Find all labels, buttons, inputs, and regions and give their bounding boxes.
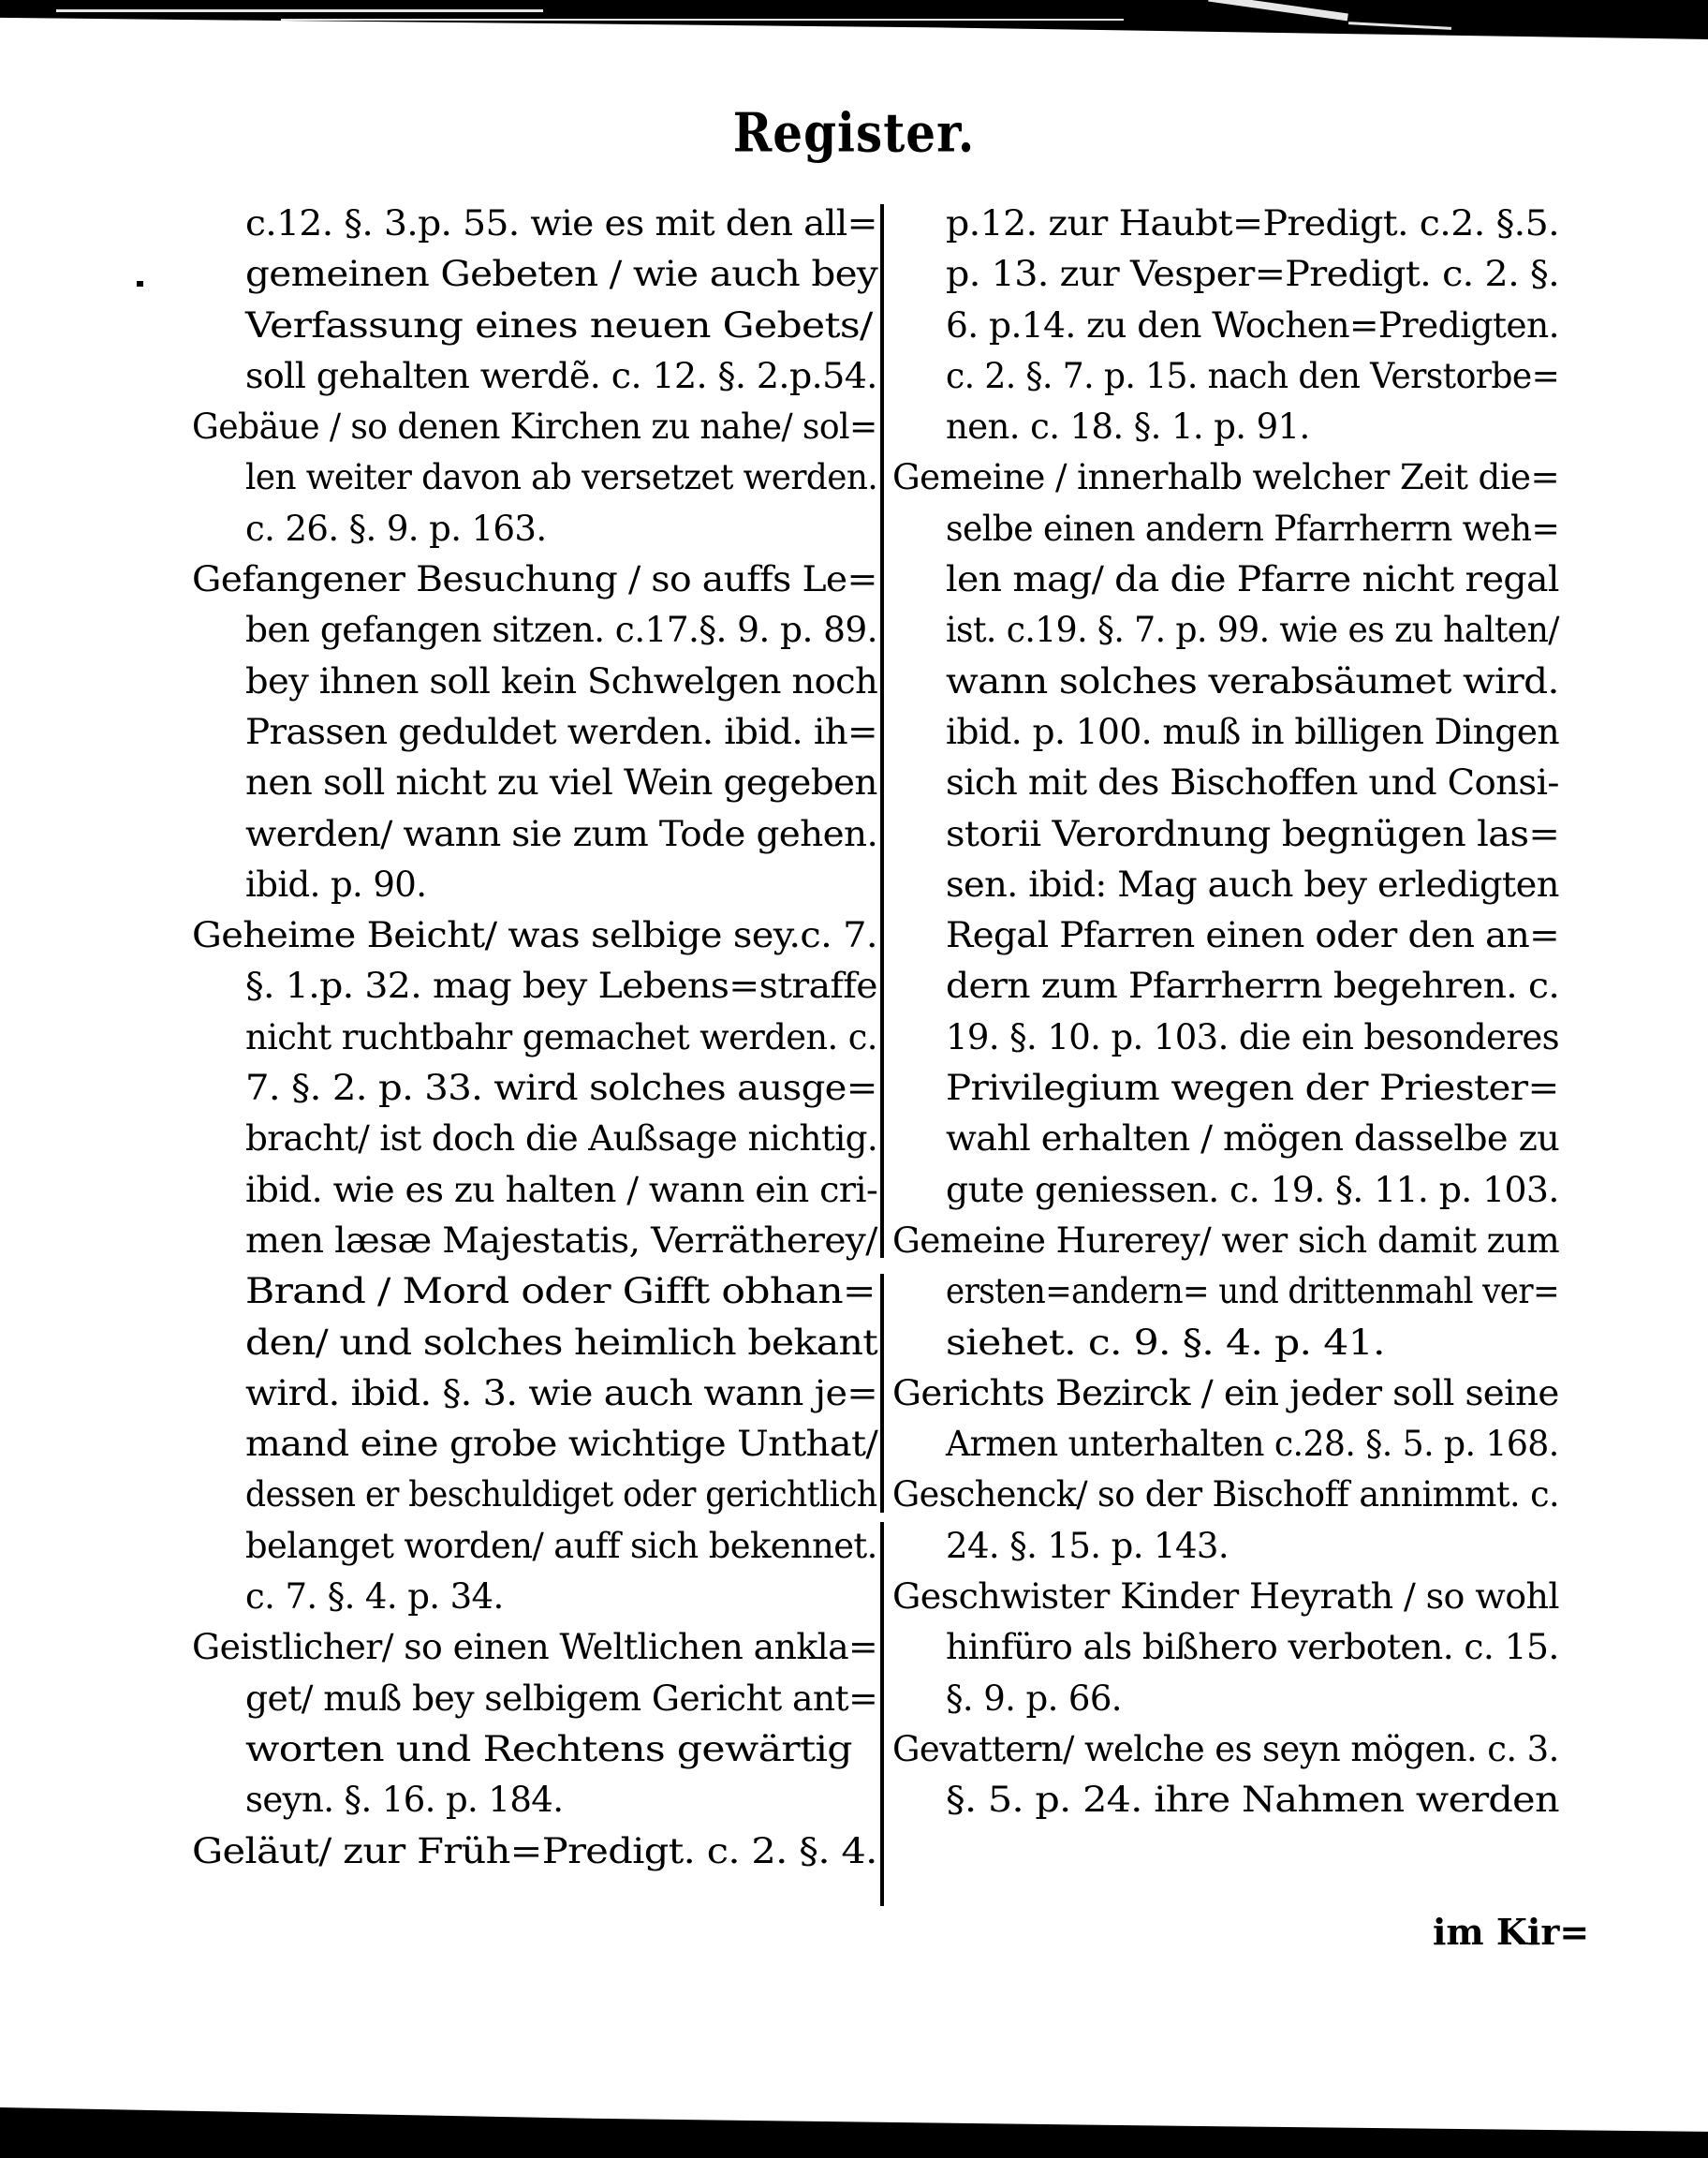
index-entry-line — [888, 351, 1567, 402]
line-text: storii Verordnung begnügen las= — [946, 813, 1560, 854]
index-entry-line — [888, 301, 1567, 351]
index-headword-line — [888, 1216, 1567, 1266]
line-text: dessen er beschuldiget oder gerichtlich — [245, 1474, 877, 1515]
line-text: p. 13. zur Vesper=Predigt. c. 2. §. — [946, 254, 1560, 295]
line-text: nen soll nicht zu viel Wein gegeben — [245, 762, 877, 804]
index-entry-line — [888, 249, 1567, 300]
index-entry-line — [187, 1724, 885, 1775]
index-entry-line — [187, 1521, 885, 1572]
line-text: §. 5. p. 24. ihre Nahmen werden — [946, 1780, 1559, 1821]
line-text: wann solches verabsäumet wird. — [946, 660, 1559, 702]
index-headword-line — [888, 1572, 1567, 1622]
index-entry-line — [187, 249, 885, 300]
line-text: ben gefangen sitzen. c.17.§. 9. p. 89. — [245, 610, 877, 651]
line-text: Gevattern/ welche es seyn mögen. c. 3. — [892, 1728, 1559, 1769]
line-text: Gerichts Bezirck / ein jeder soll seine — [892, 1372, 1559, 1413]
line-text: c. 2. §. 7. p. 15. nach den Verstorbe= — [946, 355, 1560, 396]
index-entry-line — [888, 1114, 1567, 1164]
line-text: belanget worden/ auff sich bekennet. — [245, 1525, 877, 1566]
page-title: Register. — [732, 100, 976, 165]
index-entry-line — [187, 1114, 885, 1164]
line-text: ibid. p. 100. muß in billigen Dingen — [946, 711, 1560, 752]
catchword: im Kir= — [1433, 1911, 1590, 1953]
index-entry-line — [187, 707, 885, 758]
index-entry-line — [888, 1266, 1567, 1317]
index-entry-line — [888, 961, 1567, 1012]
line-text: Gefangener Besuchung / so auffs Le= — [192, 559, 877, 600]
index-entry-line — [187, 657, 885, 707]
index-entry-line — [888, 199, 1567, 249]
line-text: men læsæ Majestatis, Verrätherey/ — [245, 1219, 877, 1261]
column-divider — [880, 1522, 884, 1906]
line-text: worten und Rechtens gewärtig — [245, 1728, 852, 1769]
line-text: Geläut/ zur Früh=Predigt. c. 2. §. 4. — [192, 1830, 877, 1871]
index-headword-line — [888, 1368, 1567, 1419]
line-text: Prassen geduldet werden. ibid. ih= — [245, 711, 878, 752]
index-entry-line — [888, 1012, 1567, 1063]
index-headword-line — [888, 1470, 1567, 1520]
line-text: sich mit des Bischoffen und Consi- — [946, 762, 1559, 804]
index-entry-line — [187, 809, 885, 860]
line-text: len weiter davon ab versetzet werden. — [245, 457, 878, 498]
line-text: §. 9. p. 66. — [946, 1678, 1122, 1719]
scan-streak — [281, 19, 1124, 21]
index-entry-line — [888, 1674, 1567, 1724]
line-text: Gemeine / innerhalb welcher Zeit die= — [892, 457, 1560, 498]
line-text: siehet. c. 9. §. 4. p. 41. — [946, 1322, 1385, 1363]
line-text: ibid. p. 90. — [245, 864, 427, 905]
line-text: selbe einen andern Pfarrherrn weh= — [946, 508, 1560, 549]
index-entry-line — [187, 199, 885, 249]
index-entry-line — [187, 1063, 885, 1114]
line-text: Verfassung eines neuen Gebets/ — [245, 304, 873, 346]
index-entry-line — [888, 910, 1567, 961]
index-entry-line — [187, 1012, 885, 1063]
line-text: werden/ wann sie zum Tode gehen. — [245, 813, 878, 854]
line-text: p.12. zur Haubt=Predigt. c.2. §.5. — [946, 203, 1560, 244]
index-entry-line — [187, 1470, 885, 1520]
index-entry-line — [888, 1165, 1567, 1216]
index-entry-line — [187, 1266, 885, 1317]
line-text: Armen unterhalten c.28. §. 5. p. 168. — [946, 1424, 1559, 1465]
line-text: Gemeine Hurerey/ wer sich damit zum — [892, 1219, 1560, 1261]
line-text: hinfüro als bißhero verboten. c. 15. — [946, 1627, 1559, 1668]
line-text: ibid. wie es zu halten / wann ein cri- — [245, 1169, 878, 1210]
line-text: Brand / Mord oder Gifft obhan= — [245, 1271, 876, 1312]
line-text: nicht ruchtbahr gemachet werden. c. — [245, 1016, 877, 1057]
index-entry-line — [187, 504, 885, 554]
line-text: Geschwister Kinder Heyrath / so wohl — [892, 1576, 1559, 1618]
index-headword-line — [187, 1622, 885, 1673]
index-entry-line — [187, 1674, 885, 1724]
index-entry-line — [187, 1318, 885, 1368]
line-text: 7. §. 2. p. 33. wird solches ausge= — [245, 1068, 877, 1109]
index-entry-line — [187, 1216, 885, 1266]
line-text: sen. ibid: Mag auch bey erledigten — [946, 864, 1559, 905]
index-entry-line — [187, 351, 885, 402]
index-headword-line — [888, 1724, 1567, 1775]
right-column — [888, 199, 1567, 1826]
line-text: 6. p.14. zu den Wochen=Predigten. — [946, 304, 1560, 346]
column-divider — [880, 204, 884, 1258]
index-entry-line — [888, 605, 1567, 656]
index-entry-line — [888, 1318, 1567, 1368]
index-entry-line — [187, 605, 885, 656]
index-headword-line — [187, 1826, 885, 1877]
line-text: soll gehalten werdẽ. c. 12. §. 2.p.54. — [245, 355, 877, 396]
index-entry-line — [187, 1775, 885, 1825]
line-text: len mag/ da die Pfarre nicht regal — [946, 559, 1559, 600]
index-entry-line — [888, 1775, 1567, 1825]
index-entry-line — [187, 1572, 885, 1622]
index-entry-line — [888, 860, 1567, 910]
index-entry-line — [888, 707, 1567, 758]
line-text: Geschenck/ so der Bischoff annimmt. c. — [892, 1474, 1560, 1515]
line-text: mand eine grobe wichtige Unthat/ — [245, 1424, 878, 1465]
line-text: c.12. §. 3.p. 55. wie es mit den all= — [245, 203, 877, 244]
line-text: wird. ibid. §. 3. wie auch wann je= — [245, 1372, 878, 1413]
line-text: c. 26. §. 9. p. 163. — [245, 508, 547, 549]
index-entry-line — [888, 1419, 1567, 1470]
line-text: dern zum Pfarrherrn begehren. c. — [946, 966, 1560, 1007]
index-headword-line — [187, 402, 885, 452]
index-entry-line — [888, 809, 1567, 860]
line-text: §. 1.p. 32. mag bey Lebens=straffe — [245, 966, 877, 1007]
line-text: Regal Pfarren einen oder den an= — [946, 915, 1560, 956]
index-headword-line — [187, 554, 885, 605]
index-entry-line — [187, 758, 885, 808]
line-text: seyn. §. 16. p. 184. — [245, 1780, 564, 1821]
column-divider — [880, 1274, 884, 1513]
line-text: bracht/ ist doch die Außsage nichtig. — [245, 1118, 878, 1160]
index-headword-line — [888, 452, 1567, 503]
index-entry-line — [187, 1368, 885, 1419]
index-entry-line — [888, 758, 1567, 808]
index-headword-line — [187, 910, 885, 961]
line-text: get/ muß bey selbigem Gericht ant= — [245, 1678, 878, 1719]
line-text: Geheime Beicht/ was selbige sey.c. 7. — [192, 915, 877, 956]
left-column — [187, 199, 885, 1877]
scan-streak — [56, 9, 543, 12]
index-entry-line — [888, 1521, 1567, 1572]
line-text: gute geniessen. c. 19. §. 11. p. 103. — [946, 1169, 1559, 1210]
ink-speck — [137, 281, 143, 287]
line-text: nen. c. 18. §. 1. p. 91. — [946, 406, 1310, 448]
line-text: 24. §. 15. p. 143. — [946, 1525, 1229, 1566]
line-text: ist. c.19. §. 7. p. 99. wie es zu halten/ — [946, 610, 1559, 651]
line-text: Geistlicher/ so einen Weltlichen ankla= — [192, 1627, 878, 1668]
index-entry-line — [888, 402, 1567, 452]
index-entry-line — [888, 554, 1567, 605]
index-entry-line — [888, 504, 1567, 554]
line-text: c. 7. §. 4. p. 34. — [245, 1576, 504, 1618]
index-entry-line — [888, 1063, 1567, 1114]
index-entry-line — [888, 1622, 1567, 1673]
index-entry-line — [187, 1165, 885, 1216]
line-text: gemeinen Gebeten / wie auch bey — [245, 254, 878, 295]
index-entry-line — [187, 301, 885, 351]
line-text: wahl erhalten / mögen dasselbe zu — [946, 1118, 1560, 1160]
line-text: bey ihnen soll kein Schwelgen noch — [245, 660, 878, 702]
index-entry-line — [187, 1419, 885, 1470]
index-entry-line — [187, 860, 885, 910]
line-text: Gebäue / so denen Kirchen zu nahe/ sol= — [192, 406, 877, 448]
index-entry-line — [187, 961, 885, 1012]
scan-edge-bottom — [0, 2107, 1708, 2158]
index-entry-line — [187, 452, 885, 503]
line-text: den/ und solches heimlich bekant — [245, 1322, 878, 1363]
line-text: 19. §. 10. p. 103. die ein besonderes — [946, 1016, 1560, 1057]
line-text: Privilegium wegen der Priester= — [946, 1068, 1559, 1109]
index-entry-line — [888, 657, 1567, 707]
line-text: ersten=andern= und drittenmahl ver= — [946, 1271, 1560, 1312]
